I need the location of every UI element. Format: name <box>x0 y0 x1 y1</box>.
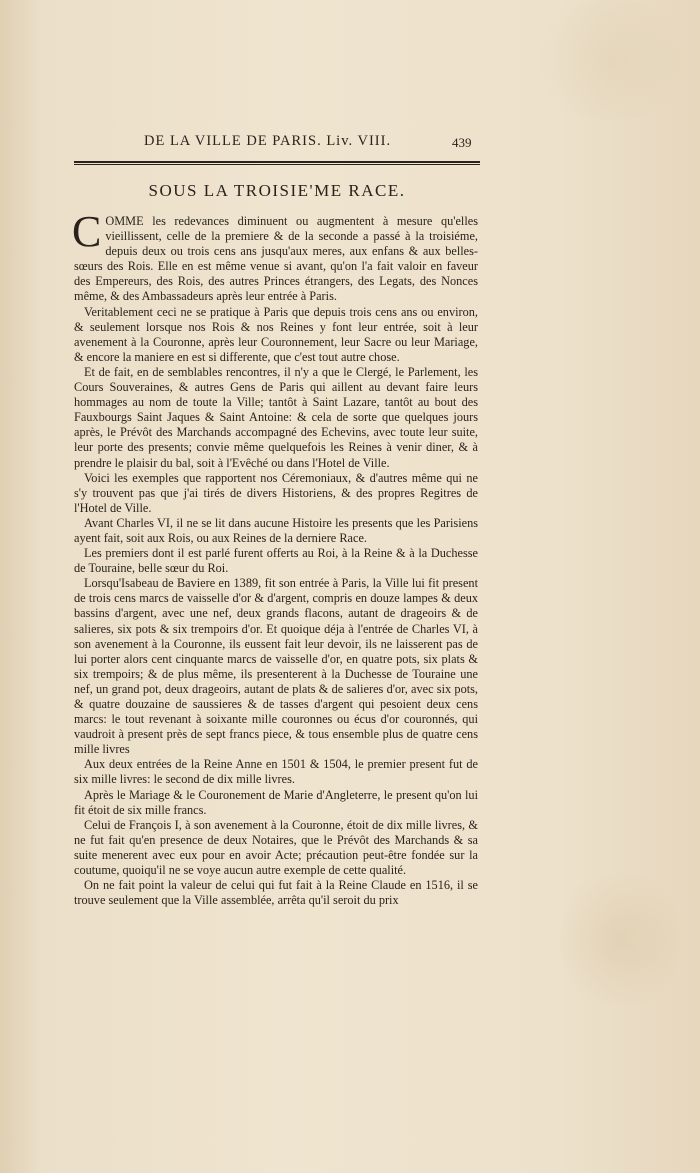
paragraph: Lorsqu'Isabeau de Baviere en 1389, fit son entrée à Paris, la Ville lui fit present de trois cens marcs de vaisselle d'or & d'argent, compris en douze lampes & deux bassins d'argent, avec une nef, deux grands flacons, autant de drageoirs & de salieres, six pots & six trempoirs d'or. Et quoique déja à l'entrée de Charles VI, à son avenement à la Couronne, ils eussent fait leur devoir, ils ne laisserent pas de lui porter alors cent cinquante marcs de vaisselle d'or, en quatre pots, six plats & six trempoirs; & de plus même, ils presenterent à la Duchesse de Touraine une nef, un grand pot, deux drageoirs, autant de plats & de salieres d'or, avec six pots, & quatre douzaine de saussieres & de tasses d'argent qui pesoient deux cens marcs: le tout revenant à soixante mille couronnes ou écus d'or couronnés, qui vaudroit à present près de sept francs piece, & tous ensemble plus de quatre cens mille livres <box>74 576 478 757</box>
header-rule <box>74 161 480 165</box>
paragraph: Et de fait, en de semblables rencontres, il n'y a que le Clergé, le Parlement, les Cours Souveraines, & autres Gens de Paris qui aillent au devant faire leurs hommages au nom de toute la Ville; tantôt à Saint Lazare, tantôt au bout des Fauxbourgs Saint Jaques & Saint Antoine: & cela de sorte que quelques jours après, le Prévôt des Marchands accompagné des Echevins, avec toute leur suite, leur porte des presents; convie même quelquefois les Reines à venir diner, & à prendre le plaisir du bal, soit à l'Evêché ou dans l'Hotel de Ville. <box>74 364 478 470</box>
paragraph: Veritablement ceci ne se pratique à Paris que depuis trois cens ans ou environ, & seulement lorsque nos Rois & nos Reines y font leur entrée, soit à leur avenement à la Couronne, après leur Couronnement, leur Sacre ou leur Mariage, & encore la maniere en est si differente, que c'est tout autre chose. <box>74 304 478 364</box>
paragraph: Avant Charles VI, il ne se lit dans aucune Histoire les presents que les Parisiens ayent fait, soit aux Rois, ou aux Reines de la derniere Race. <box>74 515 478 545</box>
paragraph: Aux deux entrées de la Reine Anne en 1501 & 1504, le premier present fut de six mille livres: le second de dix mille livres. <box>74 757 478 787</box>
paragraph: Voici les exemples que rapportent nos Céremoniaux, & d'autres même qui ne s'y trouvent pas que j'ai tirés de divers Historiens, & des propres Regitres de l'Hotel de Ville. <box>74 470 478 515</box>
body-text <box>72 207 478 908</box>
paragraph: Celui de François I, à son avenement à la Couronne, étoit de dix mille livres, & ne fut fait qu'en presence de deux Notaires, que le Prévôt des Marchands & sa suite menerent avec eux pour en avoir Acte; précaution peut-être fondée sur la coutume, quoiqu'il ne se voye aucun autre exemple de cette qualité. <box>74 817 478 878</box>
page-number: 439 <box>452 135 472 150</box>
paragraph: On ne fait point la valeur de celui qui fut fait à la Reine Claude en 1516, il se trouve seulement que la Ville assemblée, arrêta qu'il seroit du prix <box>74 878 478 908</box>
paper-stain <box>560 860 680 1020</box>
section-title: SOUS LA TROISIE'ME RACE. <box>148 181 406 200</box>
paper-stain <box>520 0 700 120</box>
paragraph: Les premiers dont il est parlé furent offerts au Roi, à la Reine & à la Duchesse de Touraine, belle sœur du Roi. <box>74 546 478 576</box>
page-header <box>140 133 480 153</box>
paragraph-text: OMME les redevances diminuent ou augmentent à mesure qu'elles vieillissent, celle de la premiere & de la seconde a passé à la troisiéme, depuis deux ou trois cens ans jusqu'aux meres, aux enfans & aux belles-sœurs des Rois. Elle en est même venue si avant, qu'on l'a fait valoir en faveur des Empereurs, des Rois, des autres Princes étrangers, des Legats, des Nonces même, & des Ambassadeurs après leur entrée à Paris. <box>74 214 478 304</box>
drop-cap: C <box>72 207 102 256</box>
paragraph: Après le Mariage & le Couronement de Marie d'Angleterre, le present qu'on lui fit étoit de six mille francs. <box>74 787 478 817</box>
paragraph <box>72 207 478 305</box>
running-title: DE LA VILLE DE PARIS. Liv. VIII. <box>144 133 392 149</box>
